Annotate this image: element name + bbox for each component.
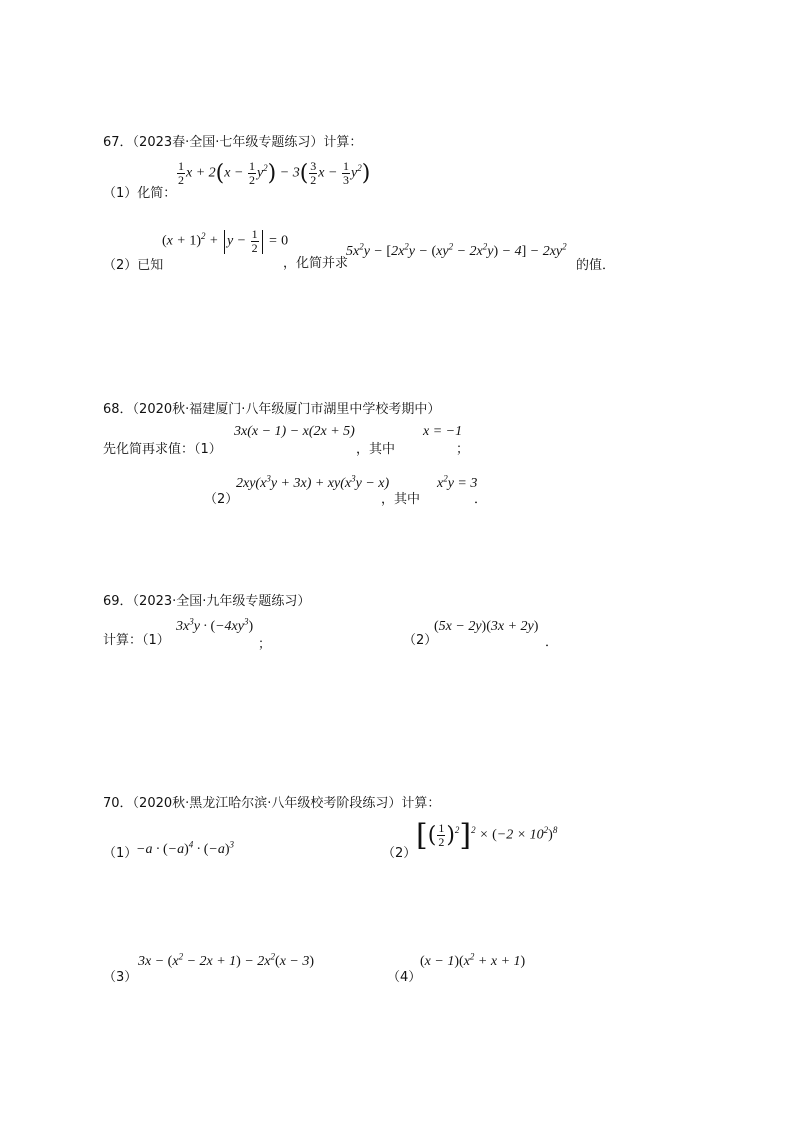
q69-intro: 计算：（1） bbox=[103, 633, 170, 648]
q68-part2-label: （2） bbox=[204, 492, 239, 507]
q67-header: 67．（2023春·全国·七年级专题练习）计算： bbox=[103, 135, 363, 150]
q69-part2-end: ． bbox=[545, 635, 559, 650]
q70-part4-label: （4） bbox=[387, 970, 422, 985]
q67-part2-condition: $(x + 1)^2 + y$ − $\frac{1}{2}$ = 0 bbox=[162, 227, 289, 255]
q67-part2-expression: $5x^2y - [2x^2y - (xy^2 - 2x^2y) - 4] - 2xy^2$ bbox=[346, 241, 567, 259]
q69-part2-expression: (5x − 2y)(3x + 2y) bbox=[434, 619, 539, 634]
q69-part1-expression: $3x^3y \cdot (-4xy^3)$ bbox=[176, 616, 254, 634]
q69-part1-end: ； bbox=[258, 637, 272, 652]
q70-part3-label: （3） bbox=[103, 970, 138, 985]
q68-header: 68．（2020秋·福建厦门·八年级厦门市湖里中学校考期中） bbox=[103, 402, 441, 417]
q67-part1-expression: $\frac{1}{2}$ x + 2(x − $\frac{1}{2}$ $y^2) - 3$( $\frac{3}{2}$ x − $\frac{1}{3}$ $y^2$) bbox=[178, 159, 371, 187]
q69-part2-label: （2） bbox=[403, 633, 438, 648]
q70-part3-expression: $3x - (x^2 - 2x + 1) - 2x^2(x - 3)$ bbox=[138, 951, 315, 969]
q70-part1-expression: $-a \cdot (-a)^4 \cdot (-a)^3$ bbox=[136, 839, 235, 857]
q68-part1-expression: 3x(x − 1) − x(2x + 5) bbox=[234, 424, 355, 439]
q70-part1-label: （1） bbox=[103, 846, 138, 861]
q69-header: 69．（2023·全国·九年级专题练习） bbox=[103, 594, 311, 609]
q68-intro: 先化简再求值：（1） bbox=[103, 442, 222, 457]
q70-part2-expression: [( $\frac{1}{2}$ )$^2]^2 \times (-2 \times 10^2)^8$ bbox=[416, 818, 558, 853]
q68-part1-condition: x = −1 bbox=[423, 424, 463, 439]
q68-part1-mid: ，其中 bbox=[356, 442, 396, 457]
q70-header: 70．（2020秋·黑龙江哈尔滨·八年级校考阶段练习）计算： bbox=[103, 796, 441, 811]
q68-part1-end: ； bbox=[456, 442, 470, 457]
q70-part2-label: （2） bbox=[382, 846, 417, 861]
q67-part1-label: （1）化简： bbox=[103, 186, 177, 201]
q67-part2-end: 的值． bbox=[576, 258, 616, 273]
q68-part2-expression: $2xy(x^3y + 3x) + xy(x^3y - x)$ bbox=[236, 473, 390, 491]
q67-part2-label: （2）已知 bbox=[103, 258, 164, 273]
q67-part2-mid: ，化简并求 bbox=[283, 256, 349, 271]
q70-part4-expression: $(x - 1)(x^2 + x + 1)$ bbox=[420, 951, 526, 969]
q68-part2-condition: $x^2y = 3$ bbox=[437, 473, 478, 491]
q68-part2-mid: ，其中 bbox=[381, 492, 421, 507]
q68-part2-end: ． bbox=[474, 492, 488, 507]
